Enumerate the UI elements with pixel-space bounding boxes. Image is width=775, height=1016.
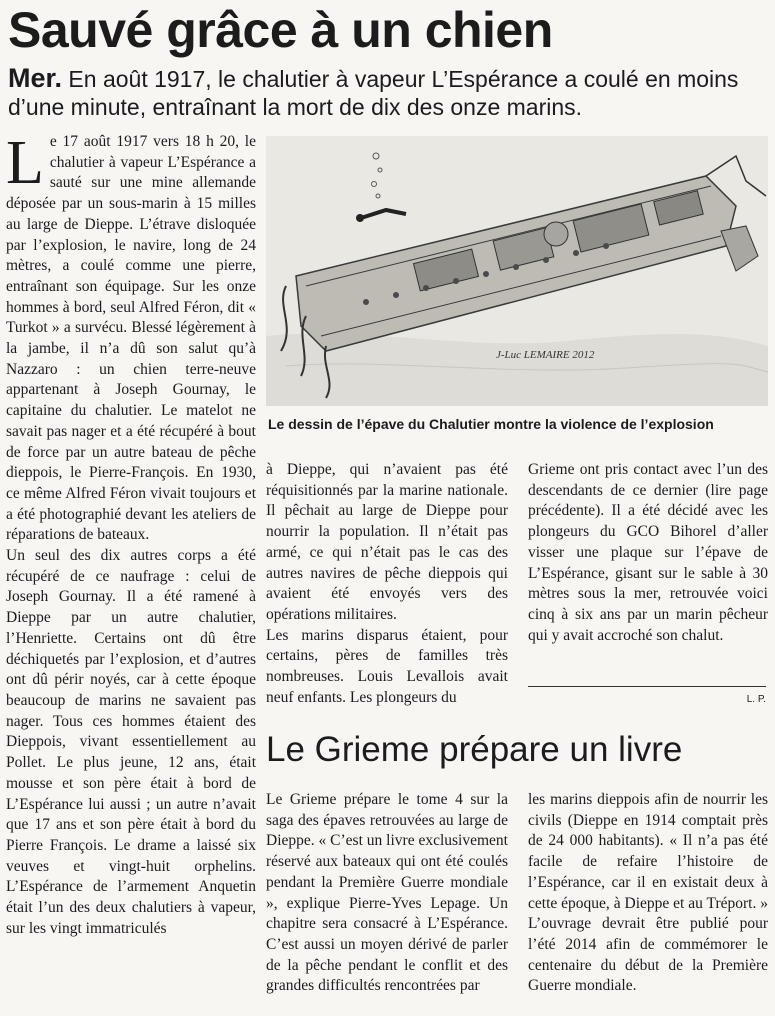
article-column-2	[266, 460, 508, 708]
shipwreck-drawing	[266, 136, 768, 406]
drop-cap: L	[6, 129, 44, 197]
byline: L. P.	[746, 694, 766, 705]
shipwreck-illustration	[266, 136, 768, 406]
sidebar-paragraph-2: les marins dieppois afin de nourrir les civils (Dieppe en 1914 comptait près de 24 000 habitants). « Il n’a pas été facile de refaire l’histoire de l’Espérance, car il en existait deux à cette époque, à Dieppe et au Tréport. » L’ouvrage devrait être publié pour l’été 2014 afin de commémorer le centenaire du début de la Première Guerre mondiale.	[528, 791, 768, 995]
artist-signature: J-Luc LEMAIRE 2012	[496, 349, 595, 361]
sidebar-column-1	[266, 790, 508, 997]
sidebar-paragraph-1: Le Grieme prépare le tome 4 sur la saga des épaves retrouvées au large de Dieppe. « C’est un livre exclusivement réservé aux bateaux qui ont été coulés pendant la Première Guerre mondiale », explique Pierre-Yves Lepage. Un chapitre sera consacré à L’Espérance. C’est aussi un moyen dérivé de parler de la pêche pendant le conflit et des grandes difficultés rencontrées par	[266, 791, 508, 995]
lede	[8, 64, 768, 121]
article-paragraph-3: à Dieppe, qui n’avaient pas été réquisitionnés par la marine nationale. Il pêchait au large de Dieppe pour nourrir la population. Il n’était pas armé, ce qui n’était pas le cas des autres navires de pêche dieppois qui avaient été envoyés vers des opérations militaires.	[266, 461, 508, 623]
figure-caption: Le dessin de l’épave du Chalutier montre la violence de l’explosion	[268, 416, 714, 432]
article-column-1	[6, 129, 256, 939]
sidebar-column-2	[528, 790, 768, 997]
lede-text: En août 1917, le chalutier à vapeur L’Espérance a coulé en moins d’une minute, entraînant la mort de dix des onze marins.	[8, 66, 739, 120]
article-paragraph-1: e 17 août 1917 vers 18 h 20, le chalutier à vapeur L’Espérance a sauté sur une mine allemande déposée par un sous-marin à 15 milles au large de Dieppe. L’étrave disloquée par l’explosion, le navire, long de 24 mètres, a coulé comme une pierre, entraînant son équipage. Sur les onze hommes à bord, seul Alfred Féron, dit « Turkot » a survécu. Blessé légèrement à la jambe, il n’a dû son salut qu’à Nazzaro : un chien terre-neuve appartenant à Joseph Gournay, le capitaine du chalutier. Le matelot ne savait pas nager et a été récupéré à bout de force par un autre bateau de pêche dieppois, le Pierre-François. En 1930, ce même Alfred Féron vivait toujours et a été photographié devant les ateliers de réparations de bateaux.	[6, 133, 256, 544]
divider	[528, 686, 766, 687]
article-paragraph-4: Les marins disparus étaient, pour certains, pères de familles très nombreuses. Louis Levallois avait neuf enfants. Les plongeurs du	[266, 626, 508, 706]
lede-kicker: Mer.	[8, 63, 63, 93]
article-paragraph-5: Grieme ont pris contact avec l’un des descendants de ce dernier (lire page précédente). Il a été décidé avec les plongeurs du GCO Bihorel d’aller visser une plaque sur l’épave de L’Espérance, gisant sur le sable à 30 mètres sous la mer, retrouvée voici cinq à six ans par un marin pêcheur qui y avait accroché son chalut.	[528, 461, 768, 644]
article-paragraph-2: Un seul des dix autres corps a été récupéré de ce naufrage : celui de Joseph Gournay. Il a été ramené à Dieppe par un autre chalutier, l’Henriette. Certains ont dû être déchiquetés par l’explosion, et d’autres ont dû périr noyés, car à cette époque beaucoup de marins ne savaient pas nager. Tous ces hommes étaient des Dieppois, vivant essentiellement au Pollet. Le plus jeune, 12 ans, était mousse et son père était à bord de L’Espérance lui aussi ; un autre n’avait que 17 ans et son père était à bord du Pierre François. Le drame a laissé six veuves et vingt-huit orphelins. L’Espérance de l’armement Anquetin était l’un des deux chalutiers à vapeur, sur les vingt immatriculés	[6, 547, 256, 937]
sidebar-headline: Le Grieme prépare un livre	[266, 730, 683, 769]
headline: Sauvé grâce à un chien	[8, 2, 553, 58]
article-column-3	[528, 460, 768, 646]
